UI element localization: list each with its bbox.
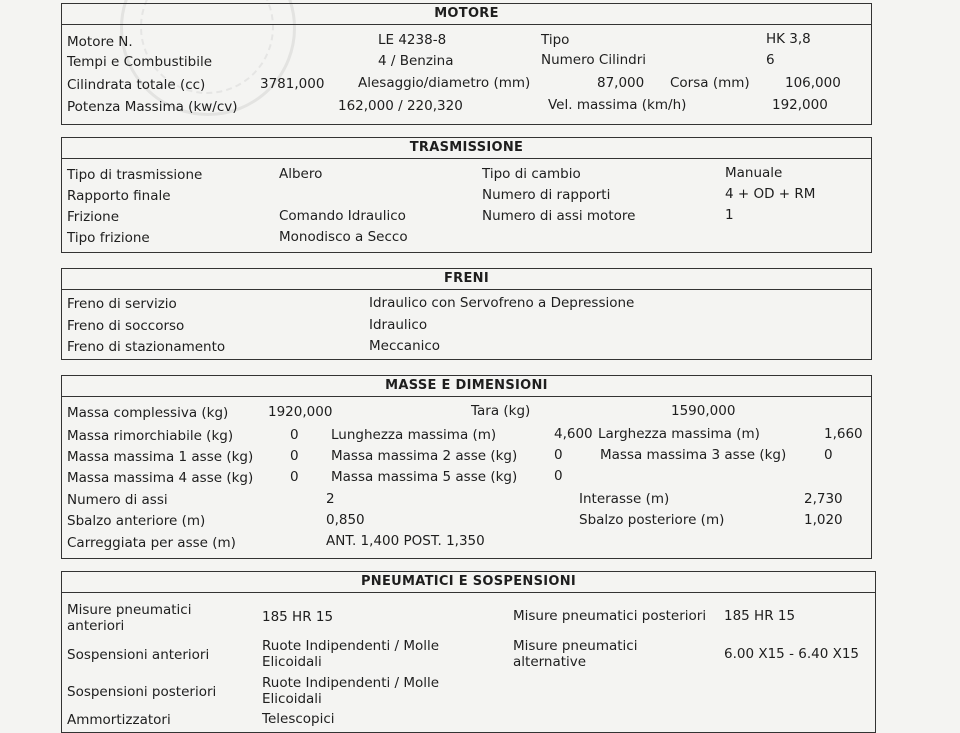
value-asse4: 0 [290, 469, 299, 485]
label-assi-motore: Numero di assi motore [482, 208, 636, 224]
value-tipo-trasmissione: Albero [279, 166, 323, 182]
label-tipo-trasmissione: Tipo di trasmissione [67, 167, 203, 183]
value-corsa: 106,000 [785, 75, 841, 91]
value-tipo-cambio: Manuale [725, 165, 783, 181]
value-alesaggio: 87,000 [597, 75, 645, 91]
label-asse1: Massa massima 1 asse (kg) [67, 449, 254, 465]
value-ammortizzatori: Telescopici [262, 711, 335, 727]
section-masse [61, 375, 872, 559]
label-lunghezza: Lunghezza massima (m) [331, 427, 497, 443]
label-asse2: Massa massima 2 asse (kg) [331, 448, 518, 464]
label-cilindri: Numero Cilindri [541, 52, 647, 68]
value-sbalzo-anteriore: 0,850 [326, 512, 365, 528]
label-freno-stazionamento: Freno di stazionamento [67, 339, 226, 355]
value-motore-n: LE 4238-8 [378, 32, 447, 48]
section-title: MASSE E DIMENSIONI [62, 376, 871, 397]
value-pneumatici-alternative: 6.00 X15 - 6.40 X15 [724, 646, 860, 662]
value-sospensioni-anteriori: Ruote Indipendenti / Molle Elicoidali [262, 638, 440, 670]
label-pneumatici-anteriori: Misure pneumatici anteriori [67, 602, 192, 634]
label-sbalzo-anteriore: Sbalzo anteriore (m) [67, 513, 206, 529]
label-potenza: Potenza Massima (kw/cv) [67, 99, 238, 115]
value-asse3: 0 [824, 447, 833, 463]
value-freno-servizio: Idraulico con Servofreno a Depressione [369, 295, 635, 311]
label-pneumatici-alternative: Misure pneumatici alternative [513, 638, 638, 670]
label-tipo-cambio: Tipo di cambio [482, 166, 581, 182]
label-sbalzo-posteriore: Sbalzo posteriore (m) [579, 512, 725, 528]
value-asse1: 0 [290, 448, 299, 464]
value-tipo-frizione: Monodisco a Secco [279, 229, 408, 245]
value-freno-soccorso: Idraulico [369, 317, 428, 333]
value-lunghezza: 4,600 [554, 426, 593, 442]
value-carreggiata: ANT. 1,400 POST. 1,350 [326, 533, 485, 549]
value-asse5: 0 [554, 468, 563, 484]
label-tipo-frizione: Tipo frizione [67, 230, 150, 246]
value-asse2: 0 [554, 447, 563, 463]
label-sospensioni-anteriori: Sospensioni anteriori [67, 647, 210, 663]
value-frizione: Comando Idraulico [279, 208, 406, 224]
label-pneumatici-posteriori: Misure pneumatici posteriori [513, 608, 707, 624]
value-interasse: 2,730 [804, 491, 843, 507]
value-sospensioni-posteriori: Ruote Indipendenti / Molle Elicoidali [262, 675, 440, 707]
value-pneumatici-anteriori: 185 HR 15 [262, 609, 334, 625]
section-title: FRENI [62, 269, 871, 290]
value-assi-motore: 1 [725, 207, 734, 223]
value-massa-rimorchiabile: 0 [290, 427, 299, 443]
label-corsa: Corsa (mm) [670, 75, 750, 91]
section-title: PNEUMATICI E SOSPENSIONI [62, 572, 875, 593]
value-potenza: 162,000 / 220,320 [338, 98, 463, 114]
label-massa-complessiva: Massa complessiva (kg) [67, 405, 229, 421]
value-tempi: 4 / Benzina [378, 53, 454, 69]
value-tipo: HK 3,8 [766, 31, 811, 47]
label-tipo: Tipo [541, 32, 570, 48]
label-motore-n: Motore N. [67, 34, 133, 50]
label-frizione: Frizione [67, 209, 120, 225]
label-numero-assi: Numero di assi [67, 492, 168, 508]
label-freno-soccorso: Freno di soccorso [67, 318, 185, 334]
value-massa-complessiva: 1920,000 [268, 404, 333, 420]
label-freno-servizio: Freno di servizio [67, 296, 177, 312]
value-pneumatici-posteriori: 185 HR 15 [724, 608, 796, 624]
section-title: MOTORE [62, 4, 871, 25]
label-larghezza: Larghezza massima (m) [598, 426, 760, 442]
label-carreggiata: Carreggiata per asse (m) [67, 535, 236, 551]
label-alesaggio: Alesaggio/diametro (mm) [358, 75, 531, 91]
label-cilindrata: Cilindrata totale (cc) [67, 77, 206, 93]
value-numero-assi: 2 [326, 491, 335, 507]
label-tara: Tara (kg) [471, 403, 531, 419]
label-ammortizzatori: Ammortizzatori [67, 712, 171, 728]
label-numero-rapporti: Numero di rapporti [482, 187, 611, 203]
label-asse4: Massa massima 4 asse (kg) [67, 470, 254, 486]
value-freno-stazionamento: Meccanico [369, 338, 441, 354]
value-velocita: 192,000 [772, 97, 828, 113]
value-sbalzo-posteriore: 1,020 [804, 512, 843, 528]
value-cilindri: 6 [766, 52, 775, 68]
label-asse5: Massa massima 5 asse (kg) [331, 469, 518, 485]
value-numero-rapporti: 4 + OD + RM [725, 186, 816, 202]
label-sospensioni-posteriori: Sospensioni posteriori [67, 684, 217, 700]
label-rapporto-finale: Rapporto finale [67, 188, 171, 204]
section-title: TRASMISSIONE [62, 138, 871, 159]
label-massa-rimorchiabile: Massa rimorchiabile (kg) [67, 428, 234, 444]
value-cilindrata: 3781,000 [260, 76, 325, 92]
label-asse3: Massa massima 3 asse (kg) [600, 447, 787, 463]
label-interasse: Interasse (m) [579, 491, 670, 507]
value-tara: 1590,000 [671, 403, 736, 419]
label-tempi: Tempi e Combustibile [67, 54, 213, 70]
label-velocita: Vel. massima (km/h) [548, 97, 687, 113]
value-larghezza: 1,660 [824, 426, 863, 442]
